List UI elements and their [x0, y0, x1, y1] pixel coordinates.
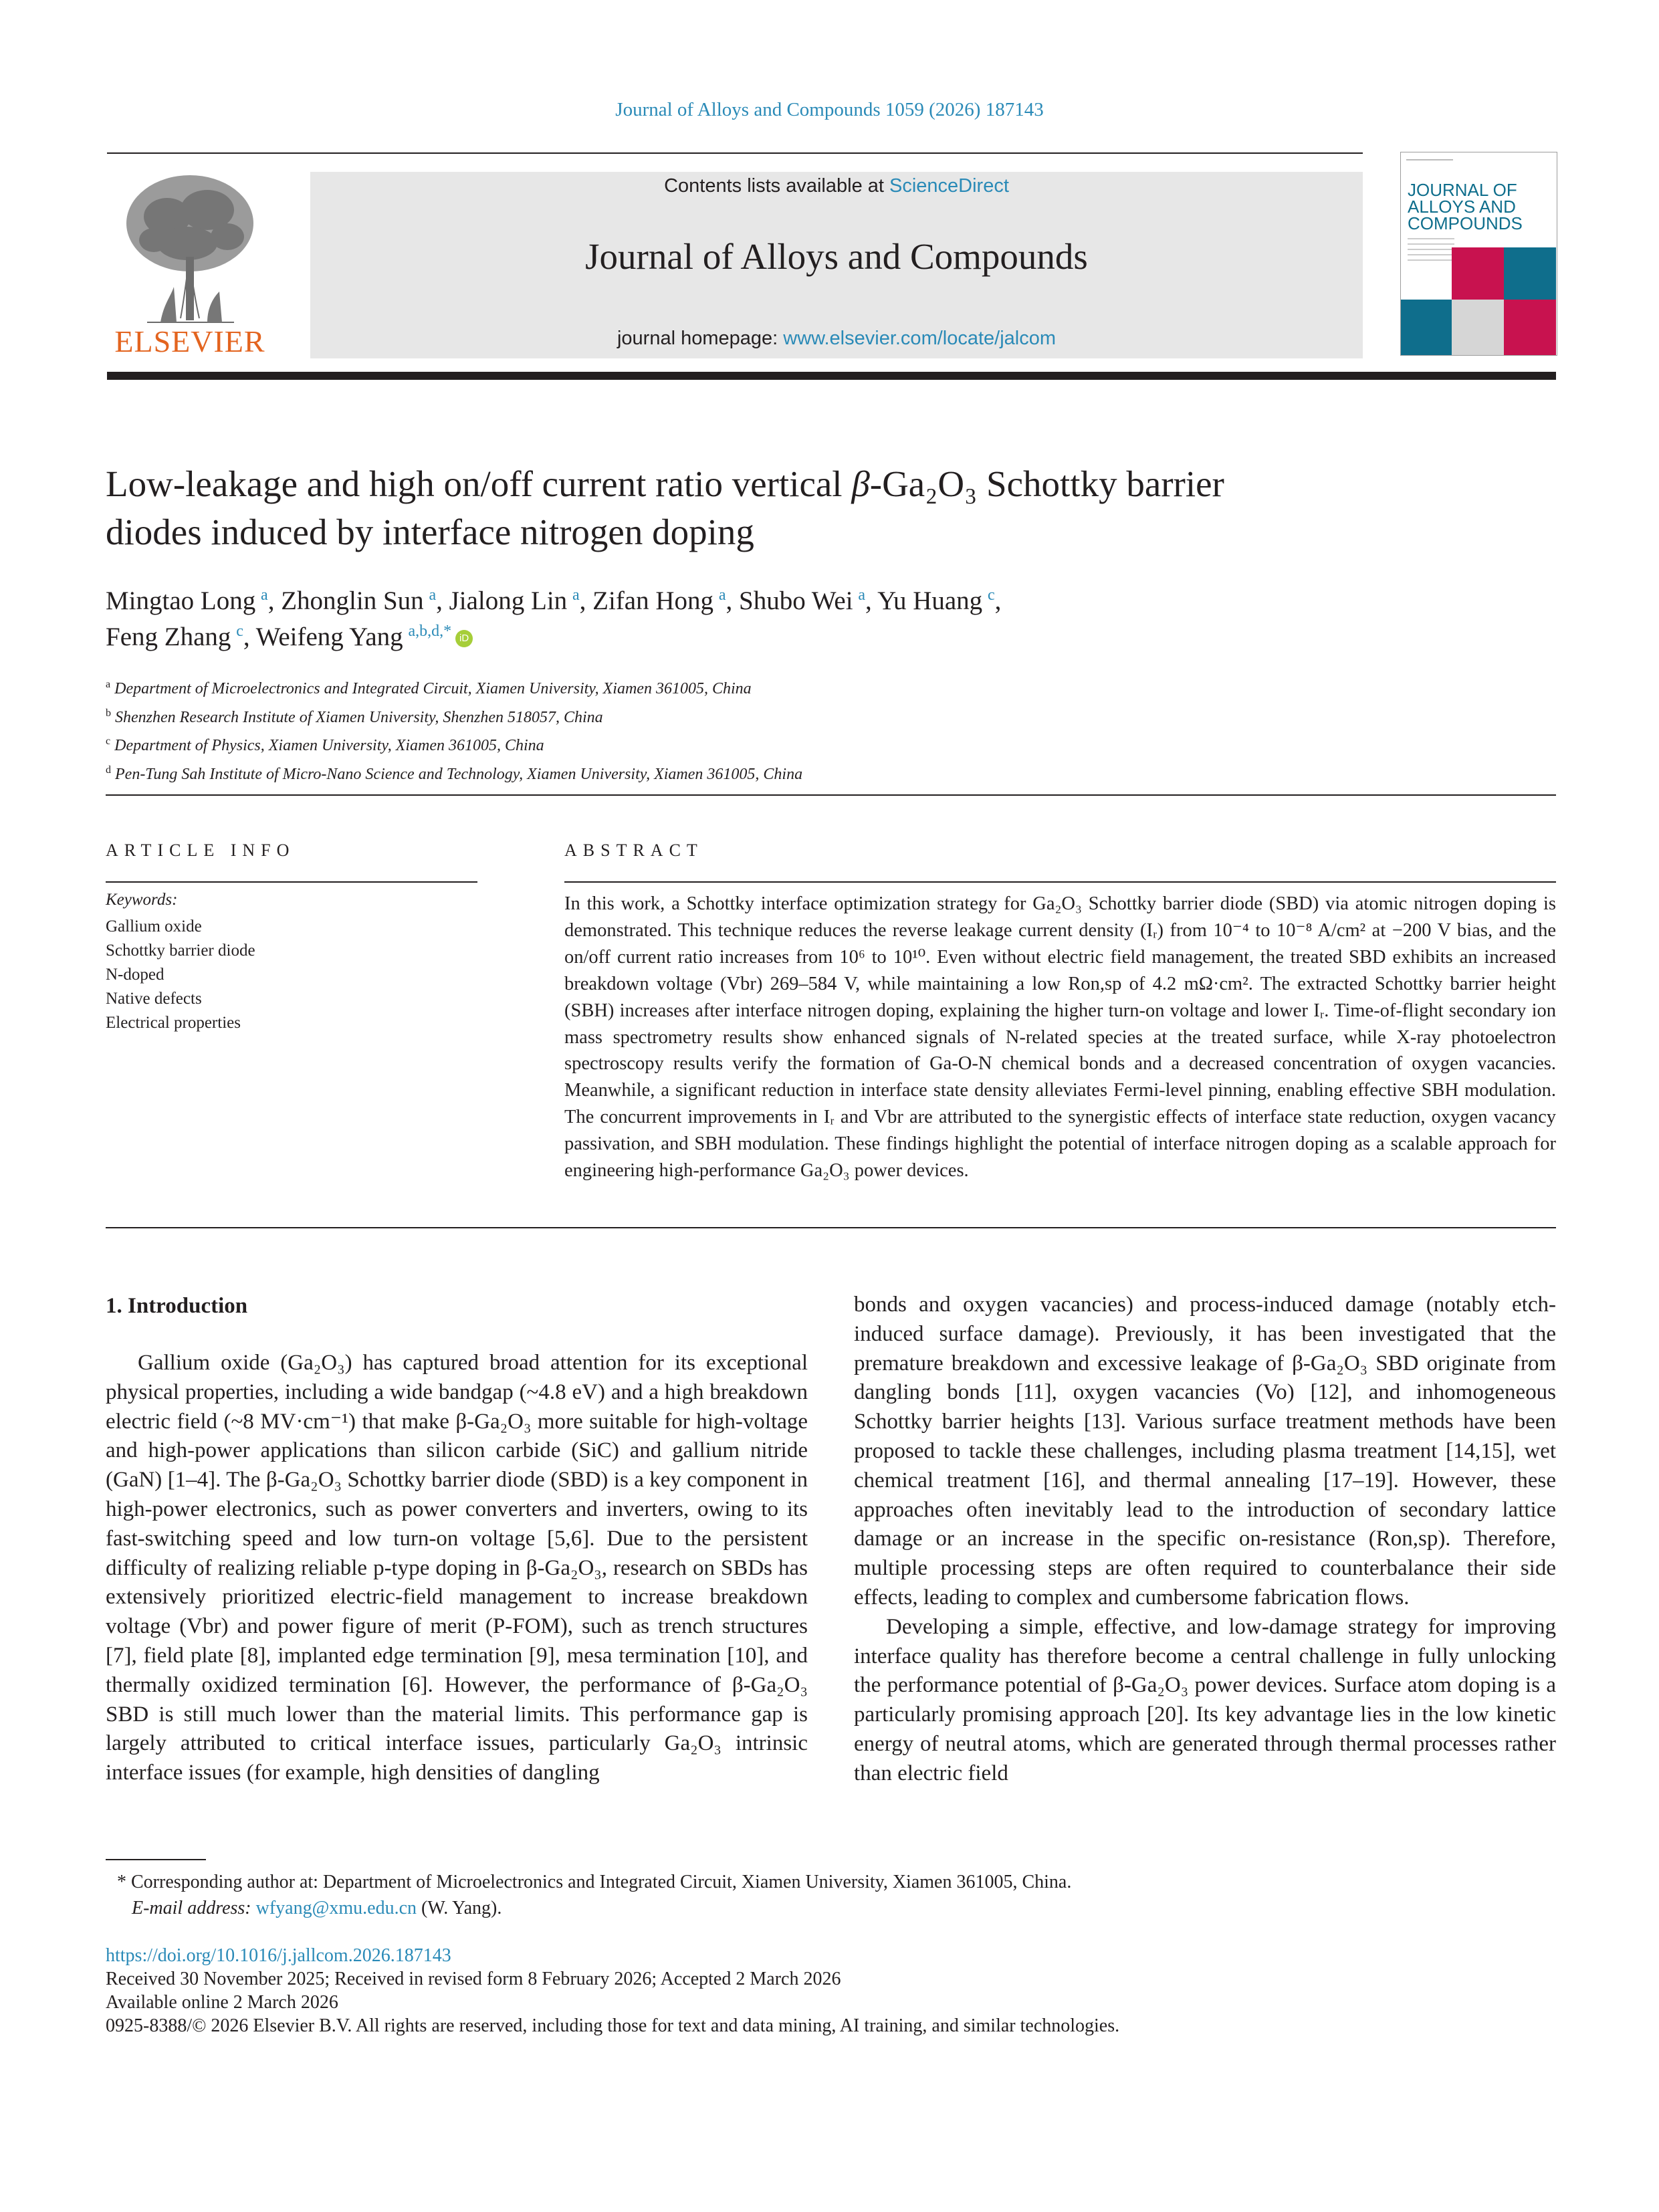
- author-affiliation-mark[interactable]: c: [988, 586, 995, 604]
- copyright-line: 0925-8388/© 2026 Elsevier B.V. All rights are reserved, including those for text and data mining, AI training, and similar technologies.: [106, 2015, 1120, 2036]
- article-info-heading: ARTICLE INFO: [106, 841, 296, 860]
- journal-citation-link[interactable]: [0, 99, 1659, 121]
- author-line: Feng Zhang $^c$, Weifeng Yang $^{a,b,d,*}$ iD: [106, 619, 1510, 655]
- affiliation-text: Pen-Tung Sah Institute of Micro-Nano Science and Technology, Xiamen University, Xiamen 361005, China: [115, 765, 803, 783]
- cover-small-rule: [1406, 159, 1453, 160]
- author-name[interactable]: Weifeng Yang: [255, 623, 403, 651]
- author-affiliation-mark[interactable]: a: [572, 586, 580, 604]
- author-name[interactable]: Zifan Hong: [592, 586, 714, 615]
- footnote: [117, 1869, 1555, 1921]
- contents-line: [310, 175, 1363, 197]
- affiliation-text: Shenzhen Research Institute of Xiamen University, Shenzhen 518057, China: [115, 708, 603, 726]
- affiliation-list: [106, 673, 1376, 786]
- cover-title: JOURNAL OF ALLOYS AND COMPOUNDS: [1408, 180, 1523, 233]
- cover-line: [1408, 249, 1454, 250]
- affiliation-key: d: [106, 764, 111, 776]
- header-rule: [107, 152, 1363, 154]
- body-column-right: [854, 1291, 1556, 1789]
- article-info-rule: [106, 881, 477, 883]
- contents-prefix: Contents lists available at: [664, 175, 889, 197]
- homepage-line: [310, 328, 1363, 350]
- affiliation-key: b: [106, 707, 111, 719]
- author-line: Mingtao Long $^a$, Zhonglin Sun $^a$, Jialong Lin $^a$, Zifan Hong $^a$, Shubo Wei $^a$, Yu Huang $^c$,: [106, 586, 1002, 615]
- affiliation-text: Department of Physics, Xiamen University, Xiamen 361005, China: [114, 737, 544, 754]
- body-paragraph: bonds and oxygen vacancies) and process-induced damage (notably etch-induced surface damage). Previously, it has been investigated that the premature breakdown and excessive leakage of β-Ga₂O₃ SBD originate from dangling bonds [11], oxygen vacancies (Vo) [12], and inhomogeneous Schottky barrier heights [13]. Various surface treatment methods have been proposed to tackle these challenges, including plasma treatment [14,15], wet chemical treatment [16], and thermal annealing [17–19]. However, these approaches often inevitably lead to the introduction of secondary lattice damage or an increase in the specific on-resistance (Ron,sp). Therefore, multiple processing steps are often required to counterbalance their side effects, leading to complex and cumbersome fabrication flows.: [854, 1293, 1556, 1610]
- cover-line: [1408, 259, 1454, 261]
- author-affiliation-mark[interactable]: a: [718, 586, 726, 604]
- body-column-left: [106, 1349, 808, 1788]
- elsevier-wordmark: ELSEVIER: [114, 324, 265, 358]
- homepage-prefix: journal homepage:: [617, 328, 784, 349]
- footnote-rule: [106, 1859, 206, 1860]
- affiliation-key: c: [106, 736, 111, 747]
- author-name[interactable]: Feng Zhang: [106, 623, 231, 651]
- cover-line: [1408, 238, 1454, 239]
- cover-block-gray: [1452, 300, 1504, 355]
- body-paragraph: Developing a simple, effective, and low-damage strategy for improving interface quality has therefore become a central challenge in fully unlocking the performance potential of β-Ga₂O₃ power devices. Surface atom doping is a particularly promising approach [20]. Its key advantage lies in the low kinetic energy of neutral atoms, which are generated through thermal processes rather than electric field: [854, 1614, 1556, 1785]
- author-affiliation-mark[interactable]: c: [236, 623, 243, 640]
- affiliation-item: [106, 730, 1376, 758]
- keyword-item: Native defects: [106, 990, 202, 1008]
- cover-line: [1408, 254, 1454, 255]
- abstract-rule: [564, 881, 1556, 883]
- journal-cover-thumbnail[interactable]: [1400, 152, 1557, 356]
- affiliation-key: a: [106, 679, 111, 690]
- abstract-heading: ABSTRACT: [564, 841, 703, 860]
- elsevier-logo[interactable]: [107, 163, 273, 360]
- author-affiliation-mark[interactable]: a: [261, 586, 268, 604]
- title-line-2: diodes induced by interface nitrogen doping: [106, 512, 754, 552]
- author-name[interactable]: Jialong Lin: [449, 586, 568, 615]
- paper-title: [106, 460, 1443, 556]
- available-online: Available online 2 March 2026: [106, 1992, 338, 2013]
- author-affiliation-mark[interactable]: a,b,d,*: [408, 623, 452, 640]
- title-text: -Ga₂O₃ Schottky barrier: [869, 463, 1224, 504]
- journal-name: Journal of Alloys and Compounds: [585, 236, 1088, 277]
- email-label: E-mail address:: [132, 1898, 256, 1918]
- orcid-icon[interactable]: iD: [455, 630, 473, 647]
- affiliation-item: [106, 701, 1376, 730]
- corresponding-author-note: * Corresponding author at: Department of Microelectronics and Integrated Circuit, Xiamen University, Xiamen 361005, China.: [117, 1872, 1072, 1892]
- author-affiliation-mark[interactable]: a: [429, 586, 437, 604]
- keyword-item: Gallium oxide: [106, 917, 202, 935]
- affiliation-text: Department of Microelectronics and Integrated Circuit, Xiamen University, Xiamen 361005, China: [114, 680, 752, 697]
- affiliation-rule: [106, 794, 1556, 796]
- cover-block-teal: [1401, 300, 1452, 355]
- title-text: Low-leakage and high on/off current ratio vertical: [106, 463, 852, 504]
- email-suffix: (W. Yang).: [417, 1898, 502, 1918]
- affiliation-item: [106, 673, 1376, 701]
- author-affiliation-mark[interactable]: a: [858, 586, 866, 604]
- homepage-link[interactable]: www.elsevier.com/locate/jalcom: [783, 328, 1057, 349]
- body-paragraph: Gallium oxide (Ga₂O₃) has captured broad attention for its exceptional physical properties, including a wide bandgap (~4.8 eV) and a high breakdown electric field (~8 MV·cm⁻¹) that make β-Ga₂O₃ more suitable for high-voltage and high-power applications than silicon carbide (SiC) and gallium nitride (GaN) [1–4]. The β-Ga₂O₃ Schottky barrier diode (SBD) is a key component in high-power electronics, such as power converters and inverters, owing to its fast-switching speed and low turn-on voltage [5,6]. Due to the persistent difficulty of realizing reliable p-type doping in β-Ga₂O₃, research on SBDs has extensively prioritized electric-field management to increase breakdown voltage (Vbr) and power figure of merit (P-FOM), such as trench structures [7], field plate [8], implanted edge termination [9], mesa termination [10], and thermally oxidized termination [6]. However, the performance of β-Ga₂O₃ SBD is still much lower than the material limits. This performance gap is largely attributed to critical interface issues, particularly Ga₂O₃ intrinsic interface issues (for example, high densities of dangling: [106, 1351, 808, 1785]
- author-name[interactable]: Zhonglin Sun: [281, 586, 424, 615]
- keyword-item: Schottky barrier diode: [106, 942, 255, 960]
- sciencedirect-link[interactable]: ScienceDirect: [889, 175, 1009, 197]
- author-name[interactable]: Mingtao Long: [106, 586, 256, 615]
- title-beta: β: [851, 463, 870, 504]
- author-name[interactable]: Yu Huang: [877, 586, 983, 615]
- cover-block-magenta: [1504, 300, 1556, 355]
- abstract-text: In this work, a Schottky interface optimization strategy for Ga₂O₃ Schottky barrier diode (SBD) via atomic nitrogen doping is demonstrated. This technique reduces the reverse leakage current density (Iᵣ) from 10⁻⁴ to 10⁻⁸ A/cm² at −200 V bias, and the on/off current ratio increases from 10⁶ to 10¹⁰. Even without electric field management, the treated SBD exhibits an increased breakdown voltage (Vbr) 269–584 V, while maintaining a low Ron,sp of 4.2 mΩ·cm². The extracted Schottky barrier height (SBH) increases after interface nitrogen doping, explaining the higher turn-on voltage and lower Iᵣ. Time-of-flight secondary ion mass spectrometry results show enhanced signals of N-related species at the treated surface, while X-ray photoelectron spectroscopy results verify the formation of Ga-O-N chemical bonds and a decreased concentration of oxygen vacancies. Meanwhile, a significant reduction in interface state density alleviates Fermi-level pinning, enabling effective SBH modulation. The concurrent improvements in Iᵣ and Vbr are attributed to the synergistic effects of interface state reduction, oxygen vacancy passivation, and SBH modulation. These findings highlight the potential of interface nitrogen doping as a scalable approach for engineering high-performance Ga₂O₃ power devices.: [564, 893, 1556, 1182]
- cover-block-magenta: [1452, 247, 1504, 300]
- journal-citation-text[interactable]: Journal of Alloys and Compounds 1059 (2026) 187143: [615, 99, 1044, 120]
- author-name[interactable]: Shubo Wei: [739, 586, 853, 615]
- email-line: [117, 1895, 1555, 1921]
- section-heading-introduction: 1. Introduction: [106, 1294, 248, 1318]
- keyword-item: N-doped: [106, 966, 164, 984]
- abstract-bottom-rule: [106, 1227, 1556, 1228]
- keywords-label: Keywords:: [106, 891, 178, 909]
- doi-link[interactable]: https://doi.org/10.1016/j.jallcom.2026.187143: [106, 1945, 451, 1966]
- email-link[interactable]: wfyang@xmu.edu.cn: [255, 1898, 417, 1918]
- author-list: [106, 583, 1510, 655]
- article-meta: [106, 1944, 1577, 2037]
- title-line-1: [106, 460, 1443, 508]
- cover-block-teal: [1504, 247, 1556, 300]
- received-dates: Received 30 November 2025; Received in revised form 8 February 2026; Accepted 2 March 2026: [106, 1969, 841, 1989]
- keywords-list: [106, 915, 255, 1035]
- header-thick-rule: [107, 372, 1556, 380]
- cover-line: [1408, 243, 1454, 245]
- affiliation-item: [106, 758, 1376, 787]
- keyword-item: Electrical properties: [106, 1014, 241, 1032]
